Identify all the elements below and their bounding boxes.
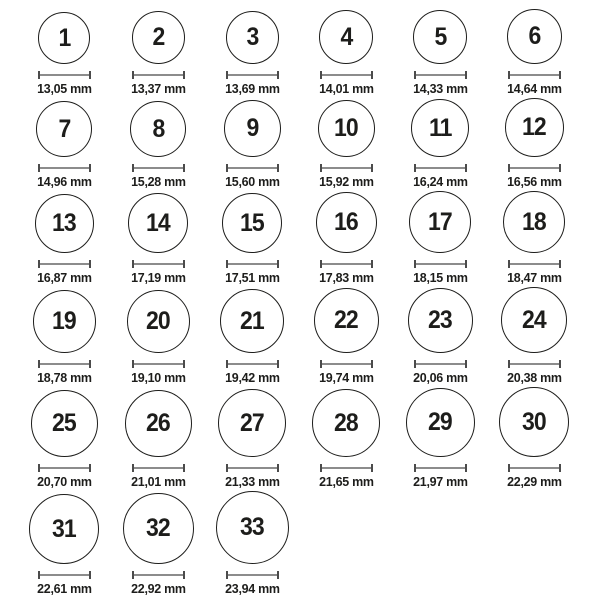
ring-size-item <box>393 191 487 285</box>
ring-diameter-label: 14,64 mm <box>506 81 562 96</box>
ring-size-item <box>111 290 205 385</box>
measure-tick-left <box>132 571 134 579</box>
ring-size-number: 25 <box>52 409 76 437</box>
ring-circle <box>319 10 373 64</box>
ring-size-item <box>487 387 581 489</box>
measure-tick-right <box>89 260 91 268</box>
measure-line <box>39 263 90 265</box>
ring-diameter-label: 22,92 mm <box>130 581 186 596</box>
ring-size-number: 7 <box>58 114 70 143</box>
measure-tick-right <box>465 260 467 268</box>
measure-tick-right <box>371 71 373 79</box>
ring-circle <box>125 390 192 457</box>
measure-tick-right <box>559 360 561 368</box>
ring-size-item <box>17 12 111 96</box>
diameter-measure <box>414 71 467 79</box>
ring-size-number: 30 <box>522 407 546 436</box>
ring-diameter-label: 14,96 mm <box>36 174 92 189</box>
ring-diameter-label: 16,87 mm <box>36 270 92 285</box>
measure-line <box>227 167 278 169</box>
measure-tick-right <box>465 360 467 368</box>
ring-size-item <box>205 389 299 489</box>
ring-circle <box>408 288 473 353</box>
measure-tick-right <box>183 571 185 579</box>
diameter-measure <box>320 71 373 79</box>
measure-line <box>321 74 372 76</box>
measure-tick-right <box>371 164 373 172</box>
ring-diameter-label: 21,65 mm <box>318 474 374 489</box>
ring-circle <box>218 389 286 457</box>
ring-diameter-label: 13,69 mm <box>224 81 280 96</box>
ring-size-item <box>487 191 581 285</box>
ring-size-number: 16 <box>334 208 358 236</box>
measure-tick-left <box>226 71 228 79</box>
measure-tick-left <box>320 464 322 472</box>
measure-tick-right <box>277 260 279 268</box>
measure-line <box>39 74 90 76</box>
ring-circle <box>411 99 469 157</box>
ring-circle <box>318 100 375 157</box>
ring-size-item <box>205 100 299 189</box>
ring-circle <box>413 10 467 64</box>
ring-diameter-label: 15,28 mm <box>130 174 186 189</box>
ring-diameter-label: 19,10 mm <box>130 370 186 385</box>
measure-tick-left <box>414 260 416 268</box>
diameter-measure <box>226 71 279 79</box>
diameter-measure <box>414 260 467 268</box>
diameter-measure <box>132 164 185 172</box>
ring-size-number: 8 <box>152 114 164 143</box>
ring-size-item <box>17 101 111 189</box>
ring-size-item <box>393 99 487 189</box>
ring-size-number: 4 <box>340 22 352 51</box>
diameter-measure <box>38 71 91 79</box>
measure-tick-left <box>508 360 510 368</box>
measure-tick-left <box>508 71 510 79</box>
measure-line <box>133 167 184 169</box>
measure-tick-left <box>132 464 134 472</box>
measure-tick-left <box>38 360 40 368</box>
diameter-measure <box>132 360 185 368</box>
diameter-measure <box>508 260 561 268</box>
ring-row <box>17 191 600 285</box>
ring-size-item <box>205 491 299 596</box>
ring-size-item <box>17 290 111 385</box>
diameter-measure <box>38 571 91 579</box>
ring-circle <box>132 11 185 64</box>
measure-line <box>321 467 372 469</box>
ring-size-item <box>393 388 487 489</box>
measure-tick-left <box>226 571 228 579</box>
measure-line <box>415 263 466 265</box>
measure-tick-left <box>38 164 40 172</box>
diameter-measure <box>38 164 91 172</box>
measure-line <box>415 167 466 169</box>
measure-tick-left <box>38 464 40 472</box>
ring-size-number: 10 <box>334 114 358 142</box>
diameter-measure <box>132 71 185 79</box>
measure-tick-right <box>183 164 185 172</box>
measure-tick-right <box>277 571 279 579</box>
measure-line <box>227 263 278 265</box>
ring-size-number: 20 <box>146 307 170 335</box>
measure-line <box>39 467 90 469</box>
measure-tick-left <box>226 260 228 268</box>
ring-size-item <box>17 494 111 596</box>
ring-size-item <box>111 11 205 96</box>
ring-circle <box>507 9 562 64</box>
ring-size-number: 23 <box>428 306 452 334</box>
ring-diameter-label: 20,38 mm <box>506 370 562 385</box>
diameter-measure <box>414 360 467 368</box>
diameter-measure <box>38 260 91 268</box>
measure-tick-right <box>183 464 185 472</box>
ring-size-item <box>487 9 581 96</box>
ring-diameter-label: 15,92 mm <box>318 174 374 189</box>
measure-line <box>133 467 184 469</box>
diameter-measure <box>508 464 561 472</box>
ring-circle <box>314 288 379 353</box>
ring-row <box>17 287 600 385</box>
diameter-measure <box>132 260 185 268</box>
diameter-measure <box>38 360 91 368</box>
measure-line <box>133 574 184 576</box>
ring-diameter-label: 20,06 mm <box>412 370 468 385</box>
ring-circle <box>36 101 92 157</box>
measure-tick-right <box>89 360 91 368</box>
ring-size-number: 1 <box>58 23 70 52</box>
measure-tick-right <box>183 71 185 79</box>
ring-row <box>17 98 600 189</box>
diameter-measure <box>320 164 373 172</box>
measure-line <box>415 467 466 469</box>
measure-tick-right <box>89 71 91 79</box>
diameter-measure <box>320 464 373 472</box>
ring-size-number: 32 <box>146 514 170 542</box>
measure-line <box>39 363 90 365</box>
measure-tick-right <box>277 360 279 368</box>
diameter-measure <box>508 360 561 368</box>
diameter-measure <box>414 164 467 172</box>
measure-line <box>509 363 560 365</box>
ring-diameter-label: 17,51 mm <box>224 270 280 285</box>
ring-size-number: 33 <box>240 513 264 541</box>
ring-size-number: 26 <box>146 409 170 437</box>
ring-size-number: 28 <box>334 408 358 437</box>
measure-line <box>39 167 90 169</box>
ring-circle <box>38 12 90 64</box>
measure-tick-right <box>559 260 561 268</box>
ring-diameter-label: 23,94 mm <box>224 581 280 596</box>
measure-tick-right <box>183 360 185 368</box>
measure-tick-left <box>414 360 416 368</box>
measure-tick-left <box>226 464 228 472</box>
measure-tick-left <box>508 164 510 172</box>
ring-diameter-label: 21,33 mm <box>224 474 280 489</box>
ring-size-number: 29 <box>428 408 452 436</box>
ring-size-number: 22 <box>334 306 358 334</box>
ring-size-item <box>487 98 581 189</box>
ring-size-number: 17 <box>428 207 452 236</box>
measure-tick-left <box>508 464 510 472</box>
ring-size-number: 9 <box>246 114 258 142</box>
ring-diameter-label: 19,74 mm <box>318 370 374 385</box>
ring-row <box>17 9 600 96</box>
measure-tick-left <box>414 464 416 472</box>
ring-size-item <box>17 390 111 489</box>
diameter-measure <box>508 71 561 79</box>
measure-line <box>321 167 372 169</box>
ring-size-item <box>299 192 393 285</box>
measure-line <box>133 263 184 265</box>
ring-diameter-label: 13,05 mm <box>36 81 92 96</box>
ring-size-number: 15 <box>240 208 264 237</box>
measure-line <box>227 74 278 76</box>
measure-line <box>321 363 372 365</box>
ring-diameter-label: 14,01 mm <box>318 81 374 96</box>
ring-size-item <box>299 288 393 385</box>
ring-row <box>17 387 600 489</box>
diameter-measure <box>226 571 279 579</box>
ring-size-number: 31 <box>52 514 76 543</box>
ring-diameter-label: 18,15 mm <box>412 270 468 285</box>
measure-tick-right <box>465 464 467 472</box>
ring-size-item <box>205 193 299 285</box>
ring-row <box>17 491 600 596</box>
ring-circle <box>33 290 96 353</box>
measure-line <box>321 263 372 265</box>
ring-circle <box>123 493 194 564</box>
diameter-measure <box>226 164 279 172</box>
ring-diameter-label: 21,97 mm <box>412 474 468 489</box>
measure-tick-right <box>371 260 373 268</box>
measure-tick-left <box>38 571 40 579</box>
diameter-measure <box>226 464 279 472</box>
measure-tick-left <box>320 360 322 368</box>
ring-size-item <box>111 193 205 285</box>
measure-tick-left <box>226 360 228 368</box>
measure-line <box>227 467 278 469</box>
ring-circle <box>220 289 284 353</box>
ring-size-item <box>111 101 205 189</box>
measure-tick-right <box>183 260 185 268</box>
diameter-measure <box>320 260 373 268</box>
ring-size-number: 27 <box>240 408 264 437</box>
measure-tick-left <box>38 71 40 79</box>
ring-size-item <box>393 10 487 96</box>
measure-tick-left <box>320 260 322 268</box>
diameter-measure <box>414 464 467 472</box>
measure-line <box>509 167 560 169</box>
ring-circle <box>406 388 475 457</box>
measure-tick-right <box>89 464 91 472</box>
measure-line <box>227 363 278 365</box>
ring-circle <box>35 194 94 253</box>
ring-circle <box>127 290 190 353</box>
measure-line <box>39 574 90 576</box>
ring-circle <box>222 193 282 253</box>
measure-tick-left <box>226 164 228 172</box>
ring-circle <box>31 390 98 457</box>
diameter-measure <box>226 360 279 368</box>
measure-tick-right <box>371 464 373 472</box>
ring-circle <box>409 191 471 253</box>
diameter-measure <box>226 260 279 268</box>
measure-line <box>509 74 560 76</box>
measure-line <box>415 74 466 76</box>
ring-diameter-label: 16,24 mm <box>412 174 468 189</box>
ring-circle <box>503 191 565 253</box>
measure-line <box>227 574 278 576</box>
ring-size-item <box>487 287 581 385</box>
diameter-measure <box>132 464 185 472</box>
measure-tick-left <box>132 164 134 172</box>
ring-diameter-label: 20,70 mm <box>36 474 92 489</box>
ring-circle <box>29 494 99 564</box>
ring-diameter-label: 21,01 mm <box>130 474 186 489</box>
measure-tick-right <box>465 71 467 79</box>
ring-size-number: 3 <box>246 23 258 51</box>
ring-size-number: 13 <box>52 209 76 237</box>
ring-diameter-label: 17,19 mm <box>130 270 186 285</box>
ring-size-item <box>299 100 393 189</box>
measure-tick-right <box>89 571 91 579</box>
ring-size-item <box>393 288 487 385</box>
diameter-measure <box>38 464 91 472</box>
ring-size-number: 6 <box>528 22 540 50</box>
diameter-measure <box>132 571 185 579</box>
diameter-measure <box>320 360 373 368</box>
measure-tick-right <box>559 464 561 472</box>
measure-tick-right <box>277 71 279 79</box>
measure-tick-left <box>132 360 134 368</box>
measure-tick-left <box>132 71 134 79</box>
measure-line <box>509 467 560 469</box>
ring-diameter-label: 16,56 mm <box>506 174 562 189</box>
measure-tick-left <box>132 260 134 268</box>
ring-diameter-label: 13,37 mm <box>130 81 186 96</box>
measure-line <box>509 263 560 265</box>
ring-diameter-label: 19,42 mm <box>224 370 280 385</box>
measure-tick-left <box>320 164 322 172</box>
measure-tick-left <box>414 164 416 172</box>
ring-circle <box>226 11 279 64</box>
ring-size-number: 5 <box>434 22 446 51</box>
ring-diameter-label: 18,78 mm <box>36 370 92 385</box>
ring-size-item <box>205 11 299 96</box>
ring-diameter-label: 17,83 mm <box>318 270 374 285</box>
ring-circle <box>316 192 377 253</box>
ring-circle <box>216 491 289 564</box>
ring-size-number: 12 <box>522 113 546 141</box>
ring-size-number: 14 <box>146 208 170 237</box>
ring-size-number: 2 <box>152 23 164 51</box>
ring-circle <box>505 98 564 157</box>
measure-tick-right <box>465 164 467 172</box>
ring-diameter-label: 22,29 mm <box>506 474 562 489</box>
ring-size-number: 21 <box>240 306 264 335</box>
measure-tick-right <box>559 71 561 79</box>
ring-circle <box>312 389 380 457</box>
ring-diameter-label: 14,33 mm <box>412 81 468 96</box>
ring-size-item <box>299 389 393 489</box>
ring-circle <box>130 101 186 157</box>
ring-size-item <box>111 390 205 489</box>
ring-size-number: 11 <box>428 113 452 142</box>
ring-size-item <box>205 289 299 385</box>
ring-circle <box>501 287 567 353</box>
ring-circle <box>224 100 281 157</box>
ring-circle <box>128 193 188 253</box>
ring-size-number: 24 <box>522 305 546 334</box>
ring-diameter-label: 18,47 mm <box>506 270 562 285</box>
diameter-measure <box>508 164 561 172</box>
measure-tick-left <box>38 260 40 268</box>
measure-tick-left <box>508 260 510 268</box>
ring-size-number: 19 <box>52 307 76 335</box>
measure-tick-left <box>414 71 416 79</box>
ring-circle <box>499 387 569 457</box>
measure-line <box>415 363 466 365</box>
measure-tick-right <box>89 164 91 172</box>
ring-size-item <box>111 493 205 596</box>
measure-tick-right <box>371 360 373 368</box>
measure-tick-right <box>277 164 279 172</box>
ring-size-item <box>17 194 111 285</box>
measure-tick-right <box>559 164 561 172</box>
ring-diameter-label: 15,60 mm <box>224 174 280 189</box>
measure-tick-right <box>277 464 279 472</box>
measure-line <box>133 74 184 76</box>
ring-size-number: 18 <box>522 207 546 236</box>
ring-size-item <box>299 10 393 96</box>
measure-tick-left <box>320 71 322 79</box>
ring-diameter-label: 22,61 mm <box>36 581 92 596</box>
measure-line <box>133 363 184 365</box>
